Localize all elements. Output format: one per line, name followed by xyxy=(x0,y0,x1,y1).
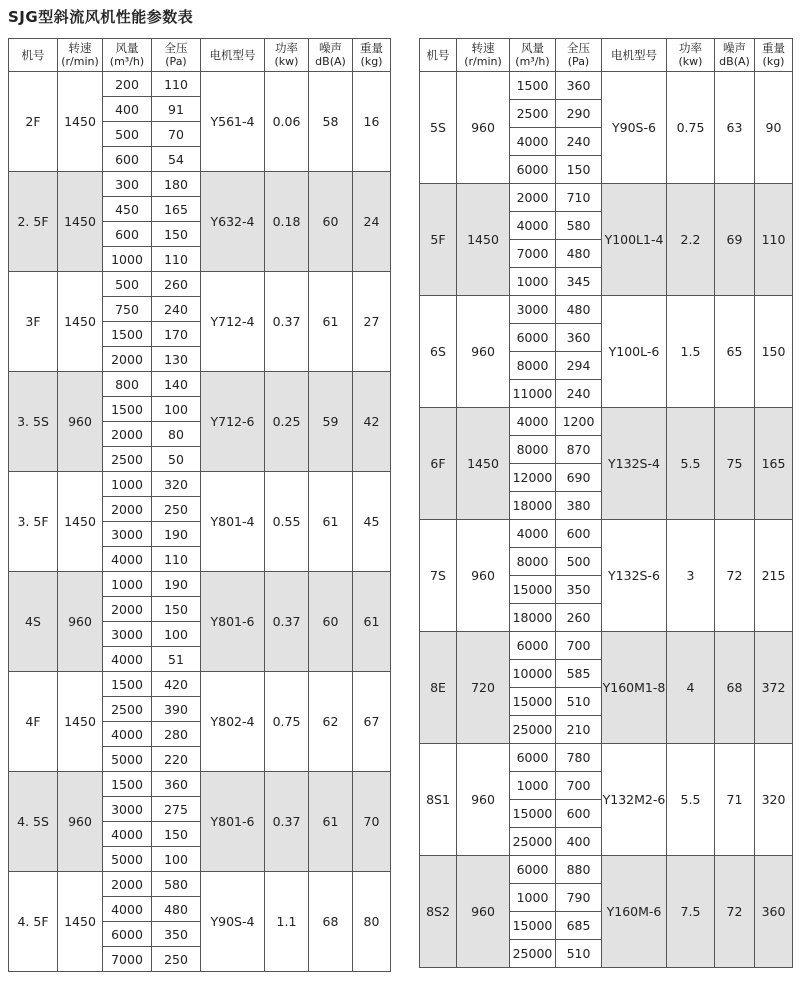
cell-flow: 2000 xyxy=(103,497,152,522)
cell-flow: 12000 xyxy=(510,464,556,492)
cell-flow: 2500 xyxy=(103,447,152,472)
table-row xyxy=(420,632,793,660)
cell-noise: 61 xyxy=(309,472,353,572)
cell-pressure: 80 xyxy=(152,422,201,447)
cell-model: 6S xyxy=(420,296,457,408)
cell-weight: 165 xyxy=(755,408,793,520)
cell-power: 0.37 xyxy=(265,572,309,672)
cell-pressure: 600 xyxy=(556,520,602,548)
cell-flow: 600 xyxy=(103,222,152,247)
table-row xyxy=(9,172,391,197)
cell-flow: 1000 xyxy=(103,472,152,497)
cell-model: 4S xyxy=(9,572,58,672)
cell-flow: 1000 xyxy=(510,268,556,296)
cell-flow: 8000 xyxy=(510,548,556,576)
spec-table-right xyxy=(419,38,793,968)
cell-speed: 1450 xyxy=(457,184,510,296)
cell-noise: 60 xyxy=(309,172,353,272)
col-header-flow: 风量 (m³/h) xyxy=(103,39,152,72)
cell-pressure: 360 xyxy=(556,72,602,100)
cell-flow: 2000 xyxy=(103,347,152,372)
cell-flow: 2500 xyxy=(103,697,152,722)
cell-flow: 8000 xyxy=(510,352,556,380)
cell-pressure: 190 xyxy=(152,572,201,597)
cell-flow: 18000 xyxy=(510,492,556,520)
cell-pressure: 500 xyxy=(556,548,602,576)
cell-flow: 1500 xyxy=(510,72,556,100)
table-row xyxy=(420,296,793,324)
table-row xyxy=(9,672,391,697)
cell-pressure: 480 xyxy=(152,897,201,922)
cell-model: 5S xyxy=(420,72,457,184)
cell-weight: 110 xyxy=(755,184,793,296)
cell-weight: 24 xyxy=(353,172,391,272)
cell-weight: 360 xyxy=(755,856,793,968)
cell-pressure: 210 xyxy=(556,716,602,744)
cell-power: 0.75 xyxy=(667,72,715,184)
cell-noise: 71 xyxy=(715,744,755,856)
col-header-noise: 噪声 dB(A) xyxy=(309,39,353,72)
cell-pressure: 510 xyxy=(556,940,602,968)
cell-pressure: 400 xyxy=(556,828,602,856)
col-header-model: 机号 xyxy=(420,39,457,72)
cell-flow: 4000 xyxy=(510,408,556,436)
table-row xyxy=(420,408,793,436)
cell-power: 2.2 xyxy=(667,184,715,296)
cell-pressure: 110 xyxy=(152,247,201,272)
cell-pressure: 275 xyxy=(152,797,201,822)
cell-power: 0.37 xyxy=(265,772,309,872)
cell-weight: 70 xyxy=(353,772,391,872)
cell-pressure: 110 xyxy=(152,72,201,97)
cell-weight: 61 xyxy=(353,572,391,672)
cell-noise: 61 xyxy=(309,772,353,872)
cell-pressure: 345 xyxy=(556,268,602,296)
cell-pressure: 51 xyxy=(152,647,201,672)
cell-power: 0.75 xyxy=(265,672,309,772)
cell-motor: Y801-6 xyxy=(201,572,265,672)
spec-table-left-body xyxy=(9,72,391,972)
cell-flow: 3000 xyxy=(103,622,152,647)
cell-pressure: 140 xyxy=(152,372,201,397)
cell-flow: 15000 xyxy=(510,912,556,940)
cell-flow: 3000 xyxy=(103,797,152,822)
cell-pressure: 220 xyxy=(152,747,201,772)
spec-table-right-body xyxy=(420,72,793,968)
cell-speed: 960 xyxy=(457,296,510,408)
cell-pressure: 870 xyxy=(556,436,602,464)
cell-speed: 1450 xyxy=(58,872,103,972)
cell-flow: 4000 xyxy=(510,212,556,240)
table-row xyxy=(420,856,793,884)
cell-flow: 4000 xyxy=(103,547,152,572)
col-header-motor: 电机型号 xyxy=(602,39,667,72)
cell-pressure: 170 xyxy=(152,322,201,347)
cell-pressure: 480 xyxy=(556,296,602,324)
cell-motor: Y801-4 xyxy=(201,472,265,572)
cell-noise: 68 xyxy=(715,632,755,744)
cell-model: 2F xyxy=(9,72,58,172)
col-header-power: 功率 (kw) xyxy=(667,39,715,72)
cell-power: 4 xyxy=(667,632,715,744)
cell-model: 2. 5F xyxy=(9,172,58,272)
cell-pressure: 685 xyxy=(556,912,602,940)
table-row xyxy=(9,572,391,597)
cell-flow: 6000 xyxy=(103,922,152,947)
cell-flow: 2000 xyxy=(103,872,152,897)
cell-pressure: 510 xyxy=(556,688,602,716)
cell-speed: 1450 xyxy=(58,672,103,772)
cell-motor: Y90S-6 xyxy=(602,72,667,184)
cell-motor: Y712-6 xyxy=(201,372,265,472)
cell-weight: 90 xyxy=(755,72,793,184)
cell-flow: 4000 xyxy=(103,897,152,922)
table-row xyxy=(420,72,793,100)
cell-flow: 6000 xyxy=(510,744,556,772)
cell-pressure: 250 xyxy=(152,947,201,972)
cell-motor: Y90S-4 xyxy=(201,872,265,972)
cell-pressure: 360 xyxy=(152,772,201,797)
cell-motor: Y132S-6 xyxy=(602,520,667,632)
cell-pressure: 100 xyxy=(152,397,201,422)
cell-speed: 960 xyxy=(457,520,510,632)
cell-flow: 10000 xyxy=(510,660,556,688)
col-header-power: 功率 (kw) xyxy=(265,39,309,72)
table-row xyxy=(9,772,391,797)
cell-speed: 1450 xyxy=(58,72,103,172)
col-header-model: 机号 xyxy=(9,39,58,72)
cell-pressure: 150 xyxy=(152,597,201,622)
cell-flow: 600 xyxy=(103,147,152,172)
cell-pressure: 690 xyxy=(556,464,602,492)
cell-flow: 25000 xyxy=(510,940,556,968)
cell-model: 8S1 xyxy=(420,744,457,856)
cell-motor: Y561-4 xyxy=(201,72,265,172)
cell-flow: 1500 xyxy=(103,397,152,422)
cell-weight: 150 xyxy=(755,296,793,408)
cell-pressure: 130 xyxy=(152,347,201,372)
cell-speed: 960 xyxy=(457,856,510,968)
cell-noise: 72 xyxy=(715,520,755,632)
cell-pressure: 580 xyxy=(152,872,201,897)
cell-flow: 25000 xyxy=(510,716,556,744)
col-header-noise: 噪声 dB(A) xyxy=(715,39,755,72)
cell-model: 3F xyxy=(9,272,58,372)
cell-flow: 7000 xyxy=(510,240,556,268)
col-header-motor: 电机型号 xyxy=(201,39,265,72)
cell-flow: 500 xyxy=(103,122,152,147)
cell-model: 8S2 xyxy=(420,856,457,968)
cell-flow: 6000 xyxy=(510,632,556,660)
cell-power: 0.25 xyxy=(265,372,309,472)
cell-flow: 6000 xyxy=(510,324,556,352)
cell-pressure: 700 xyxy=(556,772,602,800)
col-header-weight: 重量 (kg) xyxy=(353,39,391,72)
cell-pressure: 240 xyxy=(556,380,602,408)
cell-flow: 4000 xyxy=(103,822,152,847)
cell-flow: 2000 xyxy=(510,184,556,212)
cell-weight: 45 xyxy=(353,472,391,572)
cell-model: 5F xyxy=(420,184,457,296)
cell-flow: 25000 xyxy=(510,828,556,856)
header-row xyxy=(9,39,391,72)
cell-noise: 68 xyxy=(309,872,353,972)
cell-weight: 42 xyxy=(353,372,391,472)
cell-motor: Y160M-6 xyxy=(602,856,667,968)
cell-flow: 15000 xyxy=(510,576,556,604)
cell-power: 5.5 xyxy=(667,408,715,520)
cell-noise: 61 xyxy=(309,272,353,372)
cell-pressure: 294 xyxy=(556,352,602,380)
cell-motor: Y160M1-8 xyxy=(602,632,667,744)
cell-flow: 4000 xyxy=(103,647,152,672)
cell-speed: 960 xyxy=(58,372,103,472)
cell-model: 4. 5F xyxy=(9,872,58,972)
cell-model: 4F xyxy=(9,672,58,772)
cell-motor: Y632-4 xyxy=(201,172,265,272)
cell-speed: 1450 xyxy=(58,472,103,572)
cell-motor: Y100L-6 xyxy=(602,296,667,408)
page-title: SJG型斜流风机性能参数表 xyxy=(8,8,194,26)
cell-flow: 3000 xyxy=(103,522,152,547)
col-header-flow: 风量 (m³/h) xyxy=(510,39,556,72)
cell-flow: 1000 xyxy=(510,884,556,912)
cell-motor: Y802-4 xyxy=(201,672,265,772)
cell-weight: 27 xyxy=(353,272,391,372)
cell-pressure: 420 xyxy=(152,672,201,697)
cell-flow: 500 xyxy=(103,272,152,297)
table-row xyxy=(9,72,391,97)
cell-noise: 69 xyxy=(715,184,755,296)
cell-pressure: 240 xyxy=(556,128,602,156)
cell-power: 1.1 xyxy=(265,872,309,972)
cell-pressure: 100 xyxy=(152,847,201,872)
cell-pressure: 260 xyxy=(152,272,201,297)
col-header-weight: 重量 (kg) xyxy=(755,39,793,72)
cell-flow: 11000 xyxy=(510,380,556,408)
cell-motor: Y132M2-6 xyxy=(602,744,667,856)
cell-pressure: 290 xyxy=(556,100,602,128)
cell-speed: 1450 xyxy=(58,172,103,272)
cell-motor: Y100L1-4 xyxy=(602,184,667,296)
cell-model: 8E xyxy=(420,632,457,744)
cell-flow: 2500 xyxy=(510,100,556,128)
cell-flow: 800 xyxy=(103,372,152,397)
cell-flow: 1500 xyxy=(103,672,152,697)
table-row xyxy=(9,272,391,297)
cell-motor: Y712-4 xyxy=(201,272,265,372)
cell-pressure: 710 xyxy=(556,184,602,212)
cell-pressure: 390 xyxy=(152,697,201,722)
cell-pressure: 190 xyxy=(152,522,201,547)
cell-pressure: 780 xyxy=(556,744,602,772)
cell-flow: 1000 xyxy=(103,572,152,597)
cell-power: 7.5 xyxy=(667,856,715,968)
cell-model: 3. 5S xyxy=(9,372,58,472)
cell-flow: 8000 xyxy=(510,436,556,464)
cell-pressure: 260 xyxy=(556,604,602,632)
cell-pressure: 165 xyxy=(152,197,201,222)
cell-power: 0.06 xyxy=(265,72,309,172)
cell-pressure: 350 xyxy=(152,922,201,947)
cell-pressure: 790 xyxy=(556,884,602,912)
cell-flow: 2000 xyxy=(103,597,152,622)
cell-motor: Y801-6 xyxy=(201,772,265,872)
cell-power: 5.5 xyxy=(667,744,715,856)
cell-flow: 4000 xyxy=(103,722,152,747)
cell-noise: 58 xyxy=(309,72,353,172)
cell-noise: 75 xyxy=(715,408,755,520)
col-header-pressure: 全压 (Pa) xyxy=(556,39,602,72)
cell-flow: 18000 xyxy=(510,604,556,632)
table-row xyxy=(420,744,793,772)
cell-speed: 720 xyxy=(457,632,510,744)
cell-weight: 16 xyxy=(353,72,391,172)
cell-pressure: 110 xyxy=(152,547,201,572)
cell-weight: 80 xyxy=(353,872,391,972)
table-row xyxy=(420,184,793,212)
cell-flow: 6000 xyxy=(510,156,556,184)
cell-speed: 960 xyxy=(457,72,510,184)
cell-pressure: 150 xyxy=(152,822,201,847)
cell-flow: 1000 xyxy=(510,772,556,800)
table-row xyxy=(9,472,391,497)
cell-flow: 450 xyxy=(103,197,152,222)
header-row xyxy=(420,39,793,72)
cell-model: 3. 5F xyxy=(9,472,58,572)
cell-noise: 63 xyxy=(715,72,755,184)
cell-flow: 4000 xyxy=(510,128,556,156)
cell-model: 4. 5S xyxy=(9,772,58,872)
cell-flow: 400 xyxy=(103,97,152,122)
cell-pressure: 700 xyxy=(556,632,602,660)
cell-flow: 1500 xyxy=(103,772,152,797)
cell-flow: 6000 xyxy=(510,856,556,884)
cell-pressure: 480 xyxy=(556,240,602,268)
cell-speed: 1450 xyxy=(58,272,103,372)
col-header-speed: 转速 (r/min) xyxy=(457,39,510,72)
cell-flow: 5000 xyxy=(103,847,152,872)
cell-pressure: 880 xyxy=(556,856,602,884)
cell-flow: 750 xyxy=(103,297,152,322)
cell-pressure: 580 xyxy=(556,212,602,240)
table-row xyxy=(9,872,391,897)
cell-pressure: 360 xyxy=(556,324,602,352)
cell-power: 3 xyxy=(667,520,715,632)
cell-power: 0.55 xyxy=(265,472,309,572)
cell-flow: 4000 xyxy=(510,520,556,548)
cell-speed: 1450 xyxy=(457,408,510,520)
cell-flow: 200 xyxy=(103,72,152,97)
cell-noise: 65 xyxy=(715,296,755,408)
cell-pressure: 70 xyxy=(152,122,201,147)
cell-pressure: 280 xyxy=(152,722,201,747)
cell-flow: 5000 xyxy=(103,747,152,772)
cell-noise: 62 xyxy=(309,672,353,772)
cell-pressure: 380 xyxy=(556,492,602,520)
cell-noise: 60 xyxy=(309,572,353,672)
cell-pressure: 1200 xyxy=(556,408,602,436)
cell-flow: 15000 xyxy=(510,688,556,716)
cell-pressure: 54 xyxy=(152,147,201,172)
cell-pressure: 350 xyxy=(556,576,602,604)
cell-pressure: 250 xyxy=(152,497,201,522)
cell-flow: 1000 xyxy=(103,247,152,272)
cell-flow: 2000 xyxy=(103,422,152,447)
cell-pressure: 50 xyxy=(152,447,201,472)
cell-pressure: 600 xyxy=(556,800,602,828)
cell-pressure: 91 xyxy=(152,97,201,122)
spec-table-left xyxy=(8,38,391,972)
cell-weight: 215 xyxy=(755,520,793,632)
cell-motor: Y132S-4 xyxy=(602,408,667,520)
cell-speed: 960 xyxy=(58,572,103,672)
cell-flow: 1500 xyxy=(103,322,152,347)
cell-pressure: 150 xyxy=(556,156,602,184)
cell-power: 0.18 xyxy=(265,172,309,272)
cell-noise: 59 xyxy=(309,372,353,472)
cell-pressure: 180 xyxy=(152,172,201,197)
table-row xyxy=(420,520,793,548)
cell-noise: 72 xyxy=(715,856,755,968)
cell-pressure: 150 xyxy=(152,222,201,247)
table-row xyxy=(9,372,391,397)
cell-weight: 372 xyxy=(755,632,793,744)
cell-pressure: 585 xyxy=(556,660,602,688)
cell-model: 7S xyxy=(420,520,457,632)
cell-flow: 3000 xyxy=(510,296,556,324)
cell-flow: 7000 xyxy=(103,947,152,972)
cell-pressure: 100 xyxy=(152,622,201,647)
cell-power: 0.37 xyxy=(265,272,309,372)
cell-speed: 960 xyxy=(457,744,510,856)
cell-power: 1.5 xyxy=(667,296,715,408)
cell-weight: 320 xyxy=(755,744,793,856)
col-header-speed: 转速 (r/min) xyxy=(58,39,103,72)
cell-weight: 67 xyxy=(353,672,391,772)
cell-flow: 15000 xyxy=(510,800,556,828)
cell-pressure: 320 xyxy=(152,472,201,497)
cell-model: 6F xyxy=(420,408,457,520)
cell-flow: 300 xyxy=(103,172,152,197)
cell-pressure: 240 xyxy=(152,297,201,322)
col-header-pressure: 全压 (Pa) xyxy=(152,39,201,72)
cell-speed: 960 xyxy=(58,772,103,872)
